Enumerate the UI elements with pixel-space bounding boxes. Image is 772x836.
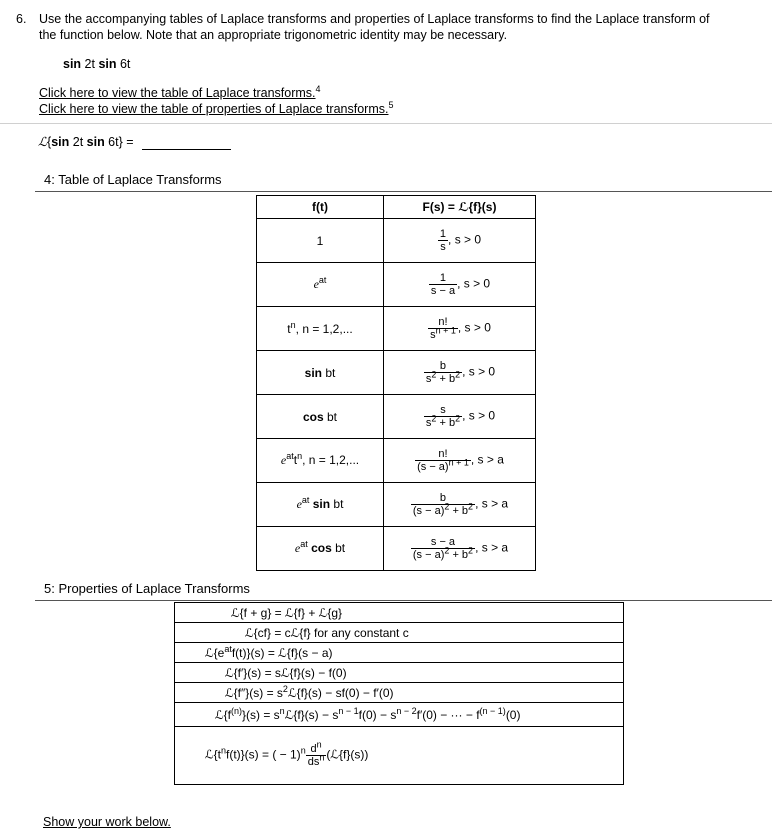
row6-ft [257, 439, 384, 483]
table-row [257, 439, 536, 483]
row7-fn: sin [309, 497, 331, 511]
prop-dn-b: }(s) = s [241, 707, 280, 722]
row8-Fs [384, 527, 536, 571]
table-row [175, 643, 624, 663]
table-row [175, 683, 624, 703]
prop-tn-den-sup: n [319, 752, 325, 763]
prop-tn-sup1: n [220, 745, 226, 756]
row3-den-sup: n + 1 [435, 325, 456, 336]
row5-den-b-sup: 2 [455, 413, 461, 424]
row8-den-b-sup: 2 [468, 545, 474, 556]
table5-rule [35, 600, 772, 601]
question-text-line2: the function below. Note that an appropriate trigonometric identity may be necessary. [39, 28, 508, 42]
row8-rest: bt [331, 541, 346, 555]
row5-rest: bt [323, 409, 338, 424]
answer-arg-2: 6t [104, 135, 119, 149]
row8-cond: , s > a [475, 540, 509, 555]
prop-tn-b: f(t)}(s) = ( − 1) [226, 747, 301, 762]
laplace-properties-table [174, 602, 624, 785]
row5-num: s [440, 404, 446, 416]
row5-den-a-sup: 2 [431, 413, 437, 424]
answer-sin-2: sin [86, 135, 105, 149]
laplace-table-link[interactable] [39, 83, 321, 100]
prop-shift-b: f(t)}(s) = ℒ{f}(s − a) [231, 645, 333, 660]
row3-t: t [287, 321, 291, 336]
row8-ft [257, 527, 384, 571]
row6-den-base: (s − a) [417, 461, 449, 473]
prop-dn-sup3: n − 1 [338, 705, 359, 716]
row2-e: e [313, 277, 319, 291]
header-ft: f(t) [257, 196, 384, 219]
prop-dn-sup2: n [279, 705, 285, 716]
row3-den [428, 325, 458, 341]
row1-ft: 1 [257, 219, 384, 263]
prop-scaling: ℒ{cf} = cℒ{f} for any constant c [175, 623, 624, 643]
question-text-line1: Use the accompanying tables of Laplace transforms and properties of Laplace transforms to find the Laplace transform of [39, 12, 710, 26]
row4-den-b-sup: 2 [455, 369, 461, 380]
row2-sup: at [318, 275, 327, 285]
row6-rest: , n = 1,2,... [302, 453, 360, 467]
table-header-row [257, 196, 536, 219]
row6-t-sup: n [297, 451, 303, 461]
prop-tn-a: ℒ{t [205, 747, 221, 762]
row4-den-b: + b [436, 373, 456, 385]
given-function [63, 57, 130, 71]
laplace-script-icon: ℒ [38, 135, 48, 149]
row4-den [424, 369, 462, 385]
prop-multiply-tn [175, 727, 624, 785]
table-row [257, 263, 536, 307]
header-Fs: F(s) = ℒ{f}(s) [384, 196, 536, 219]
row6-sup: at [286, 451, 294, 461]
row4-den-a: s [425, 373, 432, 385]
table-row [175, 727, 624, 785]
row8-den-a-sup: 2 [444, 545, 450, 556]
row5-den-a: s [425, 417, 432, 429]
answer-input-line[interactable] [142, 149, 231, 150]
prop-dn-a: ℒ{f [215, 707, 231, 722]
row4-rest: bt [322, 365, 336, 380]
row7-Fs [384, 483, 536, 527]
answer-open-brace: { [47, 135, 52, 149]
row3-cond: , s > 0 [457, 320, 491, 335]
prop-dn-sup5: (n − 1) [479, 705, 506, 716]
table4-title: 4: Table of Laplace Transforms [44, 172, 222, 187]
table-row [257, 527, 536, 571]
row2-den: s − a [430, 285, 456, 297]
row2-ft [257, 263, 384, 307]
row8-num: s − a [430, 536, 456, 548]
row3-den-base: s [430, 329, 436, 341]
row4-den-a-sup: 2 [431, 369, 437, 380]
prop-d2-sup: 2 [282, 683, 288, 694]
row7-den-b: + b [449, 505, 469, 517]
table-row [175, 603, 624, 623]
prop-linearity: ℒ{f + g} = ℒ{f} + ℒ{g} [175, 603, 624, 623]
divider-top [0, 123, 772, 124]
row5-Fs [384, 395, 536, 439]
prop-dn-c: ℒ{f}(s) − s [284, 707, 339, 722]
row3-num: n! [438, 316, 448, 328]
laplace-transform-table [256, 195, 536, 571]
row5-den-b: + b [436, 417, 456, 429]
row6-cond: , s > a [470, 452, 504, 467]
table-row [257, 483, 536, 527]
row7-sup: at [301, 495, 310, 505]
row5-cond: , s > 0 [462, 408, 496, 423]
table-row [257, 219, 536, 263]
row3-Fs [384, 307, 536, 351]
prop-nth-derivative [175, 703, 624, 727]
row7-den-a: (s − a) [412, 505, 445, 517]
properties-table-link[interactable] [39, 99, 394, 116]
row2-Fs [384, 263, 536, 307]
prop-shift-sup: at [224, 643, 232, 654]
row1-num: 1 [439, 228, 447, 240]
prop-shift [175, 643, 624, 663]
row6-e: e [280, 453, 287, 467]
row8-sup: at [300, 539, 308, 549]
laplace-table-link-text[interactable]: Click here to view the table of Laplace transforms. [39, 86, 316, 100]
prop-dn-sup1: (n) [230, 705, 242, 716]
row1-Fs [384, 219, 536, 263]
fn-arg-1: 2t [81, 57, 99, 71]
row7-ft [257, 483, 384, 527]
row3-ft [257, 307, 384, 351]
row1-den: s [438, 240, 448, 253]
table-row [257, 307, 536, 351]
fn-sin-2: sin [98, 57, 117, 71]
prop-tn-den: ds [307, 756, 320, 768]
row6-den [415, 457, 471, 473]
row5-fn: cos [302, 409, 324, 424]
answer-close-eq: } = [118, 135, 134, 149]
row8-den-b: + b [449, 549, 469, 561]
row1-cond: , s > 0 [448, 232, 482, 247]
prop-dn-f: (0) [505, 707, 521, 722]
row8-fn: cos [307, 541, 332, 555]
row7-den-a-sup: 2 [444, 501, 450, 512]
prop-d2-b: ℒ{f}(s) − sf(0) − f′(0) [287, 685, 394, 700]
prop-tn-num: d [310, 743, 317, 755]
row6-Fs [384, 439, 536, 483]
prop-dn-d: f(0) − s [358, 707, 397, 722]
prop-tn-num-sup: n [316, 739, 322, 750]
table4-rule [35, 191, 772, 192]
row8-den [411, 545, 475, 561]
row5-den [424, 413, 462, 429]
prop-first-derivative: ℒ{f′}(s) = sℒ{f}(s) − f(0) [175, 663, 624, 683]
table-row [257, 351, 536, 395]
fn-sin-1: sin [63, 57, 82, 71]
row7-num: b [439, 492, 447, 504]
row7-rest: bt [330, 497, 344, 511]
question-number: 6. [16, 12, 27, 26]
row6-t: t [293, 453, 298, 467]
properties-table-link-text[interactable]: Click here to view the table of properties of Laplace transforms. [39, 102, 389, 116]
row7-den [411, 501, 475, 517]
row2-cond: , s > 0 [457, 276, 491, 291]
row7-den-b-sup: 2 [468, 501, 474, 512]
prop-dn-sup4: n − 2 [396, 705, 417, 716]
table-row [257, 395, 536, 439]
row4-cond: , s > 0 [462, 364, 496, 379]
prop-d2-a: ℒ{f″}(s) = s [225, 685, 283, 700]
row3-rest: , n = 1,2,... [295, 321, 353, 336]
table5-title: 5: Properties of Laplace Transforms [44, 581, 250, 596]
row6-num: n! [438, 448, 448, 460]
prop-shift-a: ℒ{e [205, 645, 225, 660]
show-work-link[interactable]: Show your work below. [43, 815, 171, 829]
row4-ft [257, 351, 384, 395]
prop-tn-c: (ℒ{f}(s)) [326, 747, 369, 762]
answer-arg-1: 2t [69, 135, 87, 149]
row6-den-sup: n + 1 [448, 457, 469, 468]
properties-table-ref: 5 [388, 99, 394, 110]
row4-fn: sin [304, 365, 322, 380]
row4-num: b [439, 360, 447, 372]
row5-ft [257, 395, 384, 439]
row3-sup: n [290, 319, 296, 330]
row8-den-a: (s − a) [412, 549, 445, 561]
row4-Fs [384, 351, 536, 395]
answer-sin-1: sin [51, 135, 70, 149]
fn-arg-2: 6t [116, 57, 131, 71]
row7-e: e [296, 497, 302, 511]
answer-prompt [38, 134, 134, 150]
prop-second-derivative [175, 683, 624, 703]
laplace-table-ref: 4 [315, 83, 321, 94]
table-row [175, 703, 624, 727]
row2-num: 1 [439, 272, 447, 284]
table-row [175, 623, 624, 643]
prop-tn-frac [306, 739, 327, 768]
prop-dn-e: f′(0) − ··· − f [416, 707, 480, 722]
table-row [175, 663, 624, 683]
row8-e: e [294, 541, 301, 555]
prop-tn-sup2: n [300, 745, 306, 756]
row7-cond: , s > a [475, 496, 509, 511]
